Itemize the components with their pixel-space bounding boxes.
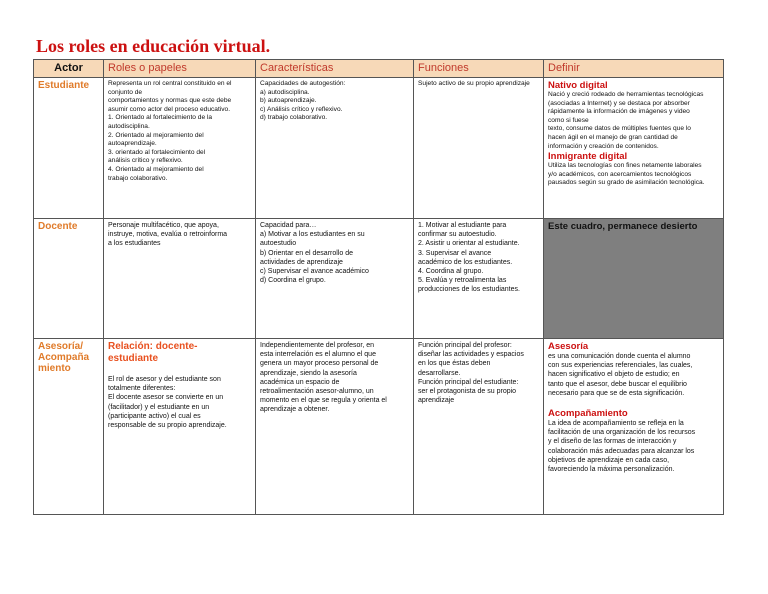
text-line: c) Análisis crítico y reflexivo. <box>260 105 343 113</box>
asesoria-title: Asesoría <box>548 341 589 352</box>
row-docente <box>34 219 724 339</box>
estudiante-caracteristicas <box>256 78 414 219</box>
text-line: 3. orientado al fortalecimiento del <box>108 148 206 156</box>
asesoria-funciones <box>414 339 544 515</box>
text-line: Asesoría/ <box>38 341 84 352</box>
text-line: como si fuese <box>548 116 589 124</box>
text-line: a los estudiantes <box>108 240 161 248</box>
text-line: b) autoaprendizaje. <box>260 97 317 105</box>
text-line: responsable de su propio aprendizaje. <box>108 422 227 430</box>
text-line: hacen ágil en el manejo de gran cantidad de <box>548 133 678 141</box>
text-line: texto, consume datos de múltiples fuentes que lo <box>548 125 691 133</box>
text-line: aprendizaje a obtener. <box>260 406 330 414</box>
text-line: ser el protagonista de su propio <box>418 388 517 396</box>
text-line: y/o académicos, con acercamientos tecnológicos <box>548 170 692 178</box>
relacion-title: estudiante <box>108 353 159 364</box>
text-line: 2. Orientado al mejoramiento del <box>108 131 204 139</box>
text-line: confirmar su autoestudio. <box>418 231 497 239</box>
text-line: trabajo colaborativo. <box>108 174 168 182</box>
text-line: académico de los estudiantes. <box>418 258 513 266</box>
text-line: b) Orientar en el desarrollo de <box>260 249 353 257</box>
text-line: Función principal del profesor: <box>418 342 512 349</box>
header-definir: Definir <box>544 60 724 78</box>
text-line: La idea de acompañamiento se refleja en la <box>548 420 684 428</box>
text-line: actividades de aprendizaje <box>260 258 343 266</box>
text-line: 2. Asistir u orientar al estudiante. <box>418 240 520 248</box>
text-line: desarrollarse. <box>418 369 461 377</box>
text-line: asumir como actor del proceso educativo. <box>108 105 231 113</box>
text-line: 1. Motivar al estudiante para <box>418 222 507 229</box>
docente-definir-empty: Este cuadro, permanece desierto <box>544 219 724 339</box>
text-line: objetivos de aprendizaje en cada caso, <box>548 456 670 464</box>
text-line: 1. Orientado al fortalecimiento de la <box>108 114 213 122</box>
text-line: totalmente diferentes: <box>108 385 176 393</box>
text-line: miento <box>38 363 71 374</box>
docente-funciones <box>414 219 544 339</box>
text-line: c) Supervisar el avance académico <box>260 268 369 276</box>
text-line: a) Motivar a los estudiantes en su <box>260 231 365 239</box>
text-line: favoreciendo la máxima personalización. <box>548 466 675 474</box>
text-line: con sus experiencias referenciales, las cuales, <box>548 362 693 370</box>
text-line: Capacidad para… <box>260 222 317 229</box>
text-line: 5. Evalúa y retroalimenta las <box>418 277 507 285</box>
text-line: (facilitador) y el estudiante en un <box>108 403 210 411</box>
text-line: Función principal del estudiante: <box>418 378 519 386</box>
text-line: momento en el que se regula y orienta el <box>260 397 387 405</box>
header-actor: Actor <box>34 60 104 78</box>
text-line: conjunto de <box>108 88 143 96</box>
text-line: hacen significativo el objeto de estudio; en <box>548 371 680 379</box>
text-line: necesario para que se de esta significación. <box>548 389 685 397</box>
text-line: Representa un rol central constituido en el <box>108 80 232 87</box>
header-caracteristicas: Características <box>256 60 414 78</box>
text-line: genera un mayor proceso personal de <box>260 360 379 368</box>
acompanamiento-title: Acompañamiento <box>548 408 628 420</box>
text-line: 4. Orientado al mejoramiento del <box>108 165 204 173</box>
header-row <box>34 60 724 78</box>
text-line: Independientemente del profesor, en <box>260 342 375 349</box>
asesoria-definir <box>544 339 724 515</box>
inmigrante-digital-title: Inmigrante digital <box>548 151 628 163</box>
text-line: (participante activo) el cual es <box>108 412 201 420</box>
docente-roles <box>104 219 256 339</box>
text-line: y el diseño de las formas de interacción y <box>548 438 677 446</box>
estudiante-definir <box>544 78 724 219</box>
asesoria-roles <box>104 339 256 515</box>
text-line: 3. Supervisar el avance <box>418 249 492 257</box>
text-line: información y creación de contenidos. <box>548 142 659 150</box>
actor-estudiante: Estudiante <box>34 78 104 219</box>
text-line: Acompaña <box>38 352 90 363</box>
text-line: d) Coordina el grupo. <box>260 277 326 285</box>
text-line: pausados según su grado de asimilación tecnológica. <box>548 179 705 187</box>
row-estudiante <box>34 78 724 219</box>
text-line: retroalimentación asesor-alumno, un <box>260 388 374 396</box>
header-roles: Roles o papeles <box>104 60 256 78</box>
text-line: Nació y creció rodeado de herramientas tecnológicas <box>548 91 704 98</box>
roles-table <box>33 59 724 515</box>
text-line: aprendizaje <box>418 397 455 405</box>
text-line: El rol de asesor y del estudiante son <box>108 376 221 383</box>
text-line: diseñar las actividades y espacios <box>418 351 524 359</box>
docente-caracteristicas <box>256 219 414 339</box>
text-line: comportamientos y normas que este debe <box>108 97 232 105</box>
text-line: análisis crítico y reflexivo. <box>108 157 183 165</box>
estudiante-roles <box>104 78 256 219</box>
text-line: aprendizaje, siendo la asesoría <box>260 369 357 377</box>
text-line: Utiliza las tecnologías con fines netamente laborales <box>548 162 702 170</box>
estudiante-funciones: Sujeto activo de su propio aprendizaje <box>414 78 544 219</box>
text-line: instruye, motiva, evalúa o retroinforma <box>108 231 228 239</box>
text-line: es una comunicación donde cuenta el alumno <box>548 353 691 360</box>
text-line: autoaprendizaje. <box>108 140 157 148</box>
actor-asesoria <box>34 339 104 515</box>
text-line: d) trabajo colaborativo. <box>260 114 328 122</box>
text-line: esta interrelación es el alumno el que <box>260 351 376 359</box>
text-line: El docente asesor se convierte en un <box>108 394 224 402</box>
header-funciones: Funciones <box>414 60 544 78</box>
relacion-title: Relación: docente- <box>108 341 198 352</box>
text-line: rápidamente la información de imágenes y video <box>548 108 690 116</box>
text-line: tanto que el asesor, debe buscar el equilibrio <box>548 380 687 388</box>
text-line: producciones de los estudiantes. <box>418 286 520 294</box>
text-line: Personaje multifacético, que apoya, <box>108 222 219 229</box>
text-line: colaboración más adecuadas para alcanzar los <box>548 447 695 455</box>
text-line: a) autodisciplina. <box>260 88 310 96</box>
nativo-digital-title: Nativo digital <box>548 80 608 91</box>
text-line: autodisciplina. <box>108 122 150 130</box>
text-line: facilitación de una organización de los recursos <box>548 429 696 437</box>
actor-docente: Docente <box>34 219 104 339</box>
text-line: académica un espacio de <box>260 378 340 386</box>
row-asesoria <box>34 339 724 515</box>
text-line: (asociadas a Internet) y se destaca por absorber <box>548 99 690 107</box>
text-line: Capacidades de autogestión: <box>260 80 346 87</box>
text-line: en los que éstas deben <box>418 360 491 368</box>
text-line: autoestudio <box>260 240 297 248</box>
asesoria-caracteristicas <box>256 339 414 515</box>
page-title: Los roles en educación virtual. <box>36 36 271 56</box>
text-line: 4. Coordina al grupo. <box>418 268 484 276</box>
